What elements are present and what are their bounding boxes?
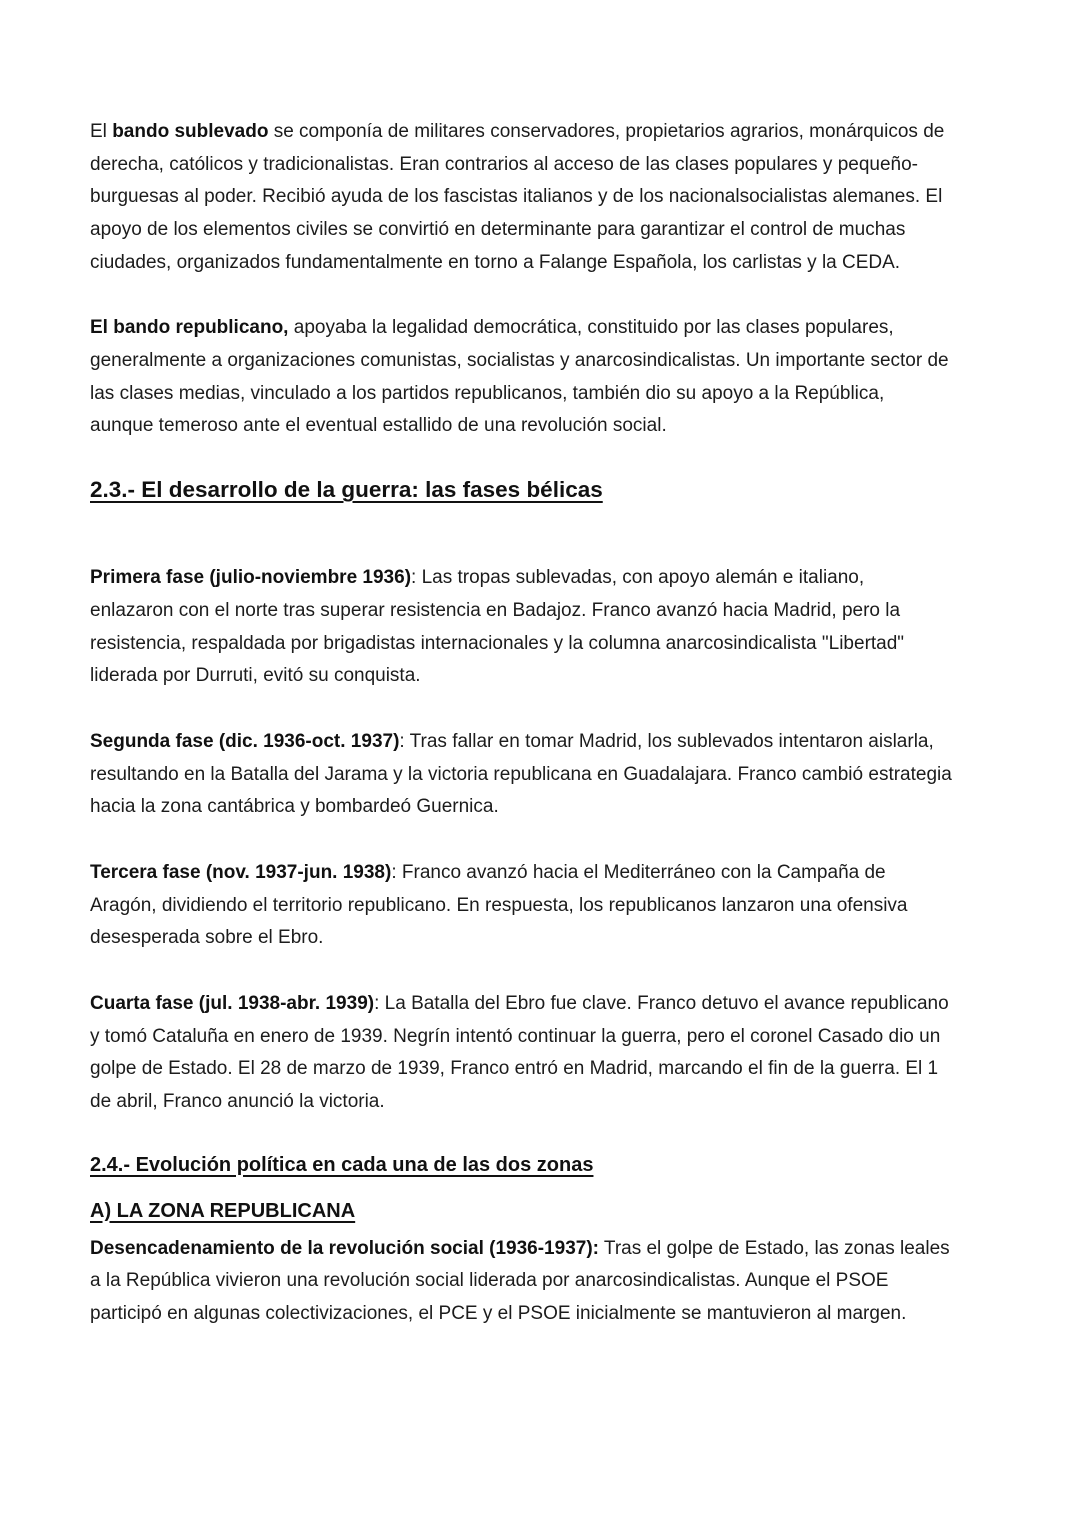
paragraph-bando-sublevado: El bando sublevado se componía de militares conservadores, propietarios agrarios, monárquicos de derecha, católicos y tradicionalistas. Eran contrarios al acceso de las clases populares y pequeño-burguesas al poder. Recibió ayuda de los fascistas italianos y de los nacionalsocialistas alemanes. El apoyo de los elementos civiles se convirtió en determinante para garantizar el control de muchas ciudades, organizados fundamentalmente en torno a Falange Española, los carlistas y la CEDA.: [90, 121, 945, 273]
paragraph-revolucion-social: Desencadenamiento de la revolución social (1936-1937): Tras el golpe de Estado, las zonas leales a la República vivieron una revolución social liderada por anarcosindicalistas. Aunque el PSOE participó en algunas colectivizaciones, el PCE y el PSOE inicialmente se mantuvieron al margen.: [90, 1237, 950, 1324]
paragraph-primera-fase: Primera fase (julio-noviembre 1936): Las tropas sublevadas, con apoyo alemán e italiano, enlazaron con el norte tras superar resistencia en Badajoz. Franco avanzó hacia Madrid, pero la resistencia, respaldada por brigadistas internacionales y la columna anarcosindicalista "Libertad" liderada por Durruti, evitó su conquista.: [90, 567, 905, 687]
section-heading-2-3: 2.3.- El desarrollo de la guerra: las fases bélicas: [90, 477, 603, 503]
paragraph-segunda-fase: Segunda fase (dic. 1936-oct. 1937): Tras fallar en tomar Madrid, los sublevados intentaron aislarla, resultando en la Batalla del Jarama y la victoria republicana en Guadalajara. Franco cambió estrategia hacia la zona cantábrica y bombardeó Guernica.: [90, 730, 952, 818]
section-heading-2-4: 2.4.- Evolución política en cada una de las dos zonas: [90, 1153, 594, 1176]
paragraph-bando-republicano: El bando republicano, apoyaba la legalidad democrática, constituido por las clases populares, generalmente a organizaciones comunistas, socialistas y anarcosindicalistas. Un importante sector de las clases medias, vinculado a los partidos republicanos, también dio su apoyo a la República, aunque temeroso ante el eventual estallido de una revolución social.: [90, 317, 949, 437]
subsection-heading-zona-republicana: A) LA ZONA REPUBLICANA: [90, 1199, 356, 1222]
paragraph-tercera-fase: Tercera fase (nov. 1937-jun. 1938): Franco avanzó hacia el Mediterráneo con la Campaña de Aragón, dividiendo el territorio republicano. En respuesta, los republicanos lanzaron una ofensiva desesperada sobre el Ebro.: [90, 861, 908, 949]
paragraph-cuarta-fase: Cuarta fase (jul. 1938-abr. 1939): La Batalla del Ebro fue clave. Franco detuvo el avance republicano y tomó Cataluña en enero de 1939. Negrín intentó continuar la guerra, pero el coronel Casado dio un golpe de Estado. El 28 de marzo de 1939, Franco entró en Madrid, marcando el fin de la guerra. El 1 de abril, Franco anunció la victoria.: [90, 992, 949, 1112]
